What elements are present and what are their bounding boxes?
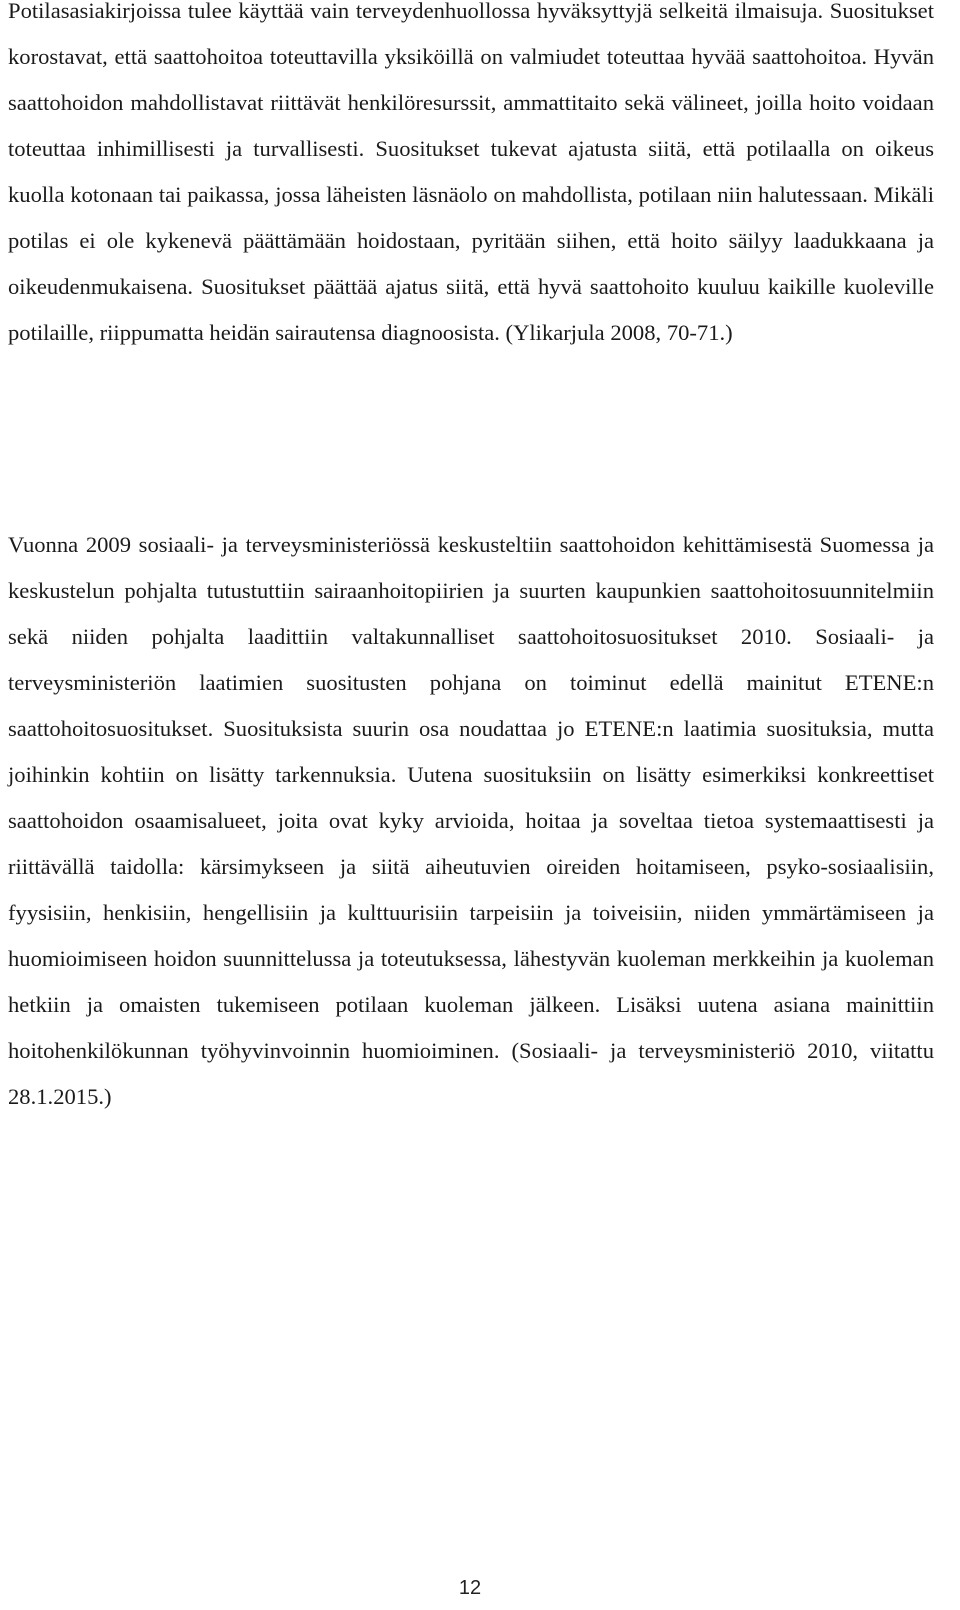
- body-paragraph-1: Potilasasiakirjoissa tulee käyttää vain terveydenhuollossa hyväksyttyjä selkeitä ilmaisuja. Suositukset korostavat, että saattohoitoa toteuttavilla yksiköillä on valmiudet toteuttaa hyvää saattohoitoa. Hyvän saattohoidon mahdollistavat riittävät henkilöresurssit, ammattitaito sekä välineet, joilla hoito voidaan toteuttaa inhimillisesti ja turvallisesti. Suositukset tukevat ajatusta siitä, että potilaalla on oikeus kuolla kotonaan tai paikassa, jossa läheisten läsnäolo on mahdollista, potilaan niin halutessaan. Mikäli potilas ei ole kykenevä päättämään hoidostaan, pyritään siihen, että hoito säilyy laadukkaana ja oikeudenmukaisena. Suositukset päättää ajatus siitä, että hyvä saattohoito kuuluu kaikille kuoleville potilaille, riippumatta heidän sairautensa diagnoosista. (Ylikarjula 2008, 70-71.): [8, 0, 934, 345]
- body-paragraph-2: Vuonna 2009 sosiaali- ja terveysministeriössä keskusteltiin saattohoidon kehittämisestä Suomessa ja keskustelun pohjalta tutustuttiin sairaanhoitopiirien ja suurten kaupunkien saattohoitosuunnitelmiin sekä niiden pohjalta laadittiin valtakunnalliset saattohoitosuositukset 2010. Sosiaali- ja terveysministeriön laatimien suositusten pohjana on toiminut edellä mainitut ETENE:n saattohoitosuositukset. Suosituksista suurin osa noudattaa jo ETENE:n laatimia suosituksia, mutta joihinkin kohtiin on lisätty tarkennuksia. Uutena suosituksiin on lisätty esimerkiksi konkreettiset saattohoidon osaamisalueet, joita ovat kyky arvioida, hoitaa ja soveltaa tietoa systemaattisesti ja riittävällä taidolla: kärsimykseen ja siitä aiheutuvien oireiden hoitamiseen, psyko-sosiaalisiin, fyysisiin, henkisiin, hengellisiin ja kulttuurisiin tarpeisiin ja toiveisiin, niiden ymmärtämiseen ja huomioimiseen hoidon suunnittelussa ja toteutuksessa, lähestyvän kuoleman merkkeihin ja kuoleman hetkiin ja omaisten tukemiseen potilaan kuoleman jälkeen. Lisäksi uutena asiana mainittiin hoitohenkilökunnan työhyvinvoinnin huomioiminen. (Sosiaali- ja terveysministeriö 2010, viitattu 28.1.2015.): [8, 532, 934, 1109]
- page-number: 12: [458, 1577, 482, 1599]
